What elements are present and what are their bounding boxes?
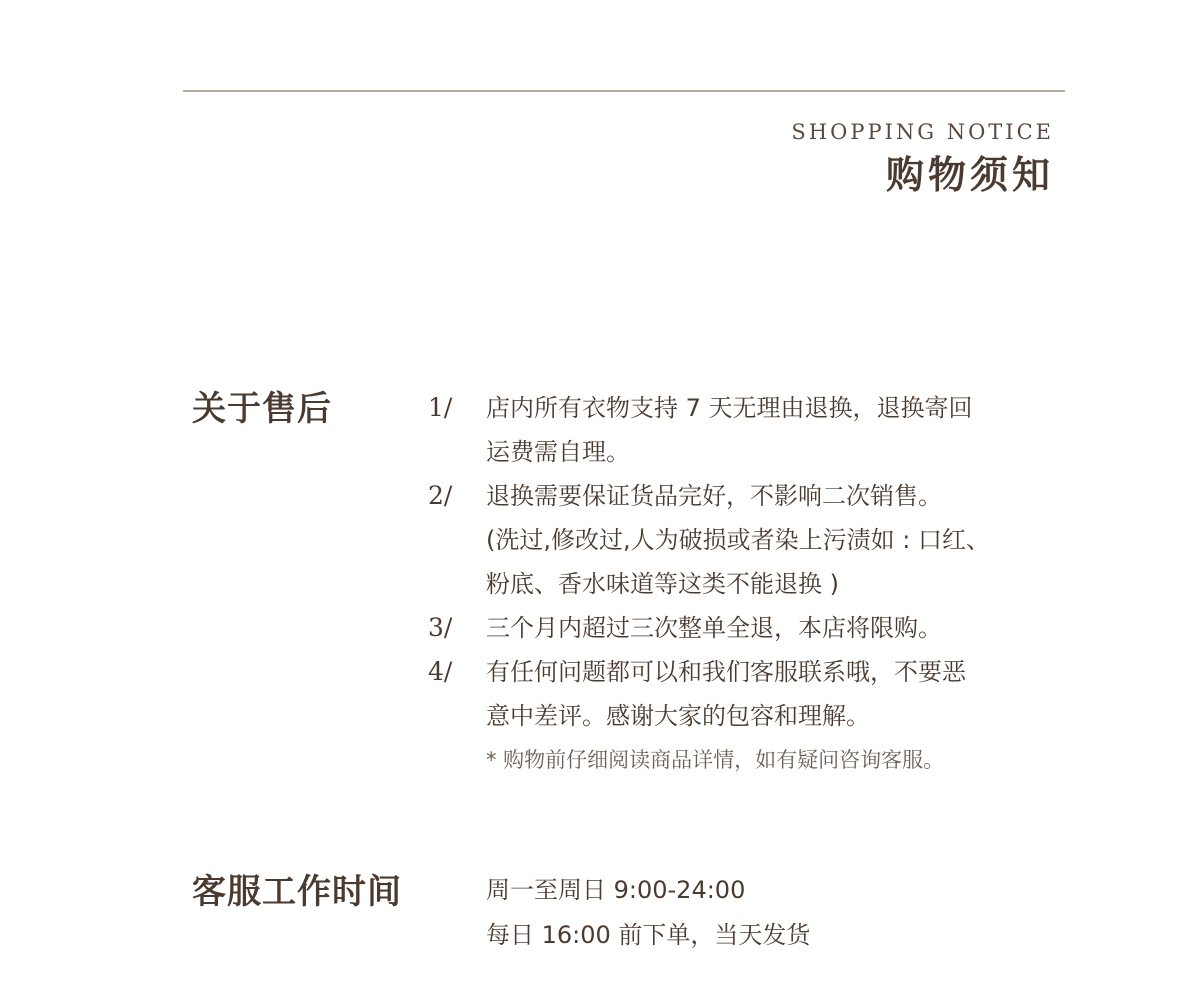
shipping-cutoff-line: 每日 16:00 前下单，当天发货 <box>486 921 811 949</box>
item-text-line: 店内所有衣物支持 7 天无理由退换，退换寄回 <box>486 394 973 422</box>
item-text-line: 意中差评。感谢大家的包容和理解。 <box>486 702 870 730</box>
item-text-line: 三个月内超过三次整单全退，本店将限购。 <box>486 614 942 642</box>
item-number: 3/ <box>428 613 453 642</box>
page-title: 购物须知 <box>885 153 1054 197</box>
after-sales-heading: 关于售后 <box>192 389 332 429</box>
top-divider <box>183 90 1065 92</box>
item-text-line: 退换需要保证货品完好，不影响二次销售。 <box>486 482 942 510</box>
item-number: 2/ <box>428 481 453 510</box>
service-hours-heading: 客服工作时间 <box>192 872 402 912</box>
item-number: 1/ <box>428 393 453 422</box>
policy-item-1 <box>428 386 1068 474</box>
page-header <box>791 118 1054 198</box>
reading-note: * 购物前仔细阅读商品详情，如有疑问咨询客服。 <box>486 748 945 772</box>
title-english: SHOPPING NOTICE <box>791 120 1054 144</box>
policy-item-2 <box>428 474 1068 606</box>
item-text-line: (洗过,修改过,人为破损或者染上污渍如 : 口红、 <box>486 526 990 554</box>
item-text-line: 有任何问题都可以和我们客服联系哦，不要恶 <box>486 658 966 686</box>
service-hours-info <box>486 868 810 958</box>
item-text-line: 运费需自理。 <box>486 438 630 466</box>
service-hours-line: 周一至周日 9:00-24:00 <box>486 876 746 904</box>
item-number: 4/ <box>428 657 453 686</box>
policy-item-3 <box>428 606 1068 650</box>
after-sales-list <box>428 386 1068 782</box>
item-text-line: 粉底、香水味道等这类不能退换 ) <box>486 570 839 598</box>
policy-item-4 <box>428 650 1068 738</box>
